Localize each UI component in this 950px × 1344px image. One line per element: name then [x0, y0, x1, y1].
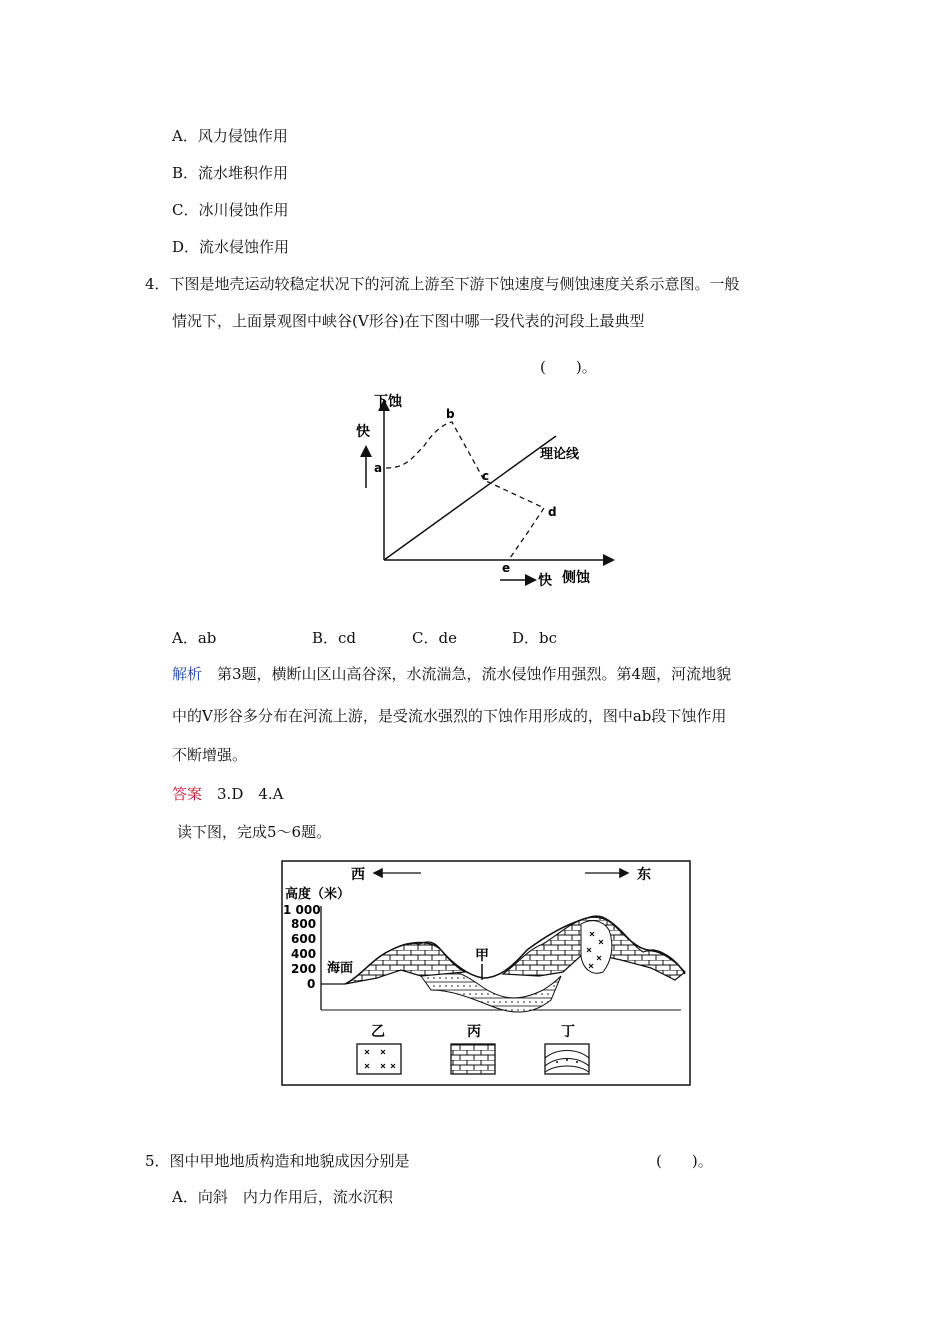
legend-swatch-bing	[451, 1044, 495, 1074]
analysis-line3: 不断增强。	[172, 746, 248, 764]
y-fast-label: 快	[356, 424, 370, 440]
intro-5-6: 读下图，完成5～6题。	[177, 823, 332, 841]
west-label: 西	[351, 867, 365, 883]
legend-label-yi: 乙	[371, 1024, 385, 1040]
y-axis-label: 下蚀	[374, 394, 402, 410]
y-tick-0: 0	[307, 977, 316, 991]
answer-text: 3.D 4.A	[202, 785, 284, 803]
q4-option-a: A．ab	[172, 629, 217, 647]
sea-level-label: 海面	[327, 961, 354, 976]
y-title: 高度（米）	[285, 887, 351, 902]
q3-option-d: D．流水侵蚀作用	[172, 238, 290, 256]
legend-swatch-yi	[357, 1044, 401, 1074]
q5-option-a: A．向斜 内力作用后，流水沉积	[172, 1188, 393, 1206]
granite-intrusion	[581, 921, 612, 974]
q4-stem-line2: 情况下，上面景观图中峡谷(V形谷)在下图中哪一段代表的河段上最典型	[172, 312, 645, 330]
answer-line	[172, 784, 284, 804]
analysis-line2: 中的V形谷多分布在河流上游，是受流水强烈的下蚀作用形成的，图中ab段下蚀作用	[172, 707, 727, 725]
point-e-label: e	[502, 561, 511, 575]
legend-label-bing: 丙	[467, 1024, 481, 1040]
y-tick-400: 400	[291, 947, 317, 961]
q4-option-c: C．de	[412, 629, 457, 647]
x-fast-label: 快	[538, 573, 552, 589]
legend-label-ding: 丁	[561, 1024, 575, 1040]
q3-option-c: C．冰川侵蚀作用	[172, 201, 289, 219]
analysis-tag: 解析	[172, 665, 203, 683]
q5-answer-bracket: ( )。	[656, 1152, 713, 1170]
q4-stem-line1: 4．下图是地壳运动较稳定状况下的河流上游至下游下蚀速度与侧蚀速度关系示意图。一般	[145, 275, 740, 293]
point-d-label: d	[548, 505, 557, 519]
analysis-line1	[172, 664, 731, 684]
x-axis-label: 侧蚀	[562, 570, 590, 586]
y-tick-600: 600	[291, 932, 317, 946]
erosion-curve	[386, 422, 544, 558]
q4-option-b: B．cd	[312, 629, 357, 647]
point-a-label: a	[374, 461, 383, 475]
legend-swatch-ding	[545, 1044, 589, 1074]
q3-option-a: A．风力侵蚀作用	[172, 127, 288, 145]
east-label: 东	[637, 867, 651, 883]
q3-option-b: B．流水堆积作用	[172, 164, 289, 182]
erosion-chart	[340, 388, 630, 596]
q4-answer-bracket: ( )。	[540, 358, 597, 376]
theory-line-label: 理论线	[540, 447, 580, 462]
jia-label: 甲	[475, 948, 489, 964]
y-tick-1000: 1 000	[283, 903, 321, 917]
y-tick-800: 800	[291, 917, 317, 931]
analysis-text-line1: 第3题，横断山区山高谷深，水流湍急，流水侵蚀作用强烈。第4题，河流地貌	[202, 665, 732, 683]
y-tick-200: 200	[291, 962, 317, 976]
point-c-label: c	[482, 469, 490, 483]
q5-stem: 5．图中甲地地质构造和地貌成因分别是	[145, 1152, 410, 1170]
q4-option-d: D．bc	[512, 629, 558, 647]
geology-figure	[281, 860, 691, 1086]
answer-tag: 答案	[172, 785, 203, 803]
point-b-label: b	[446, 407, 455, 421]
